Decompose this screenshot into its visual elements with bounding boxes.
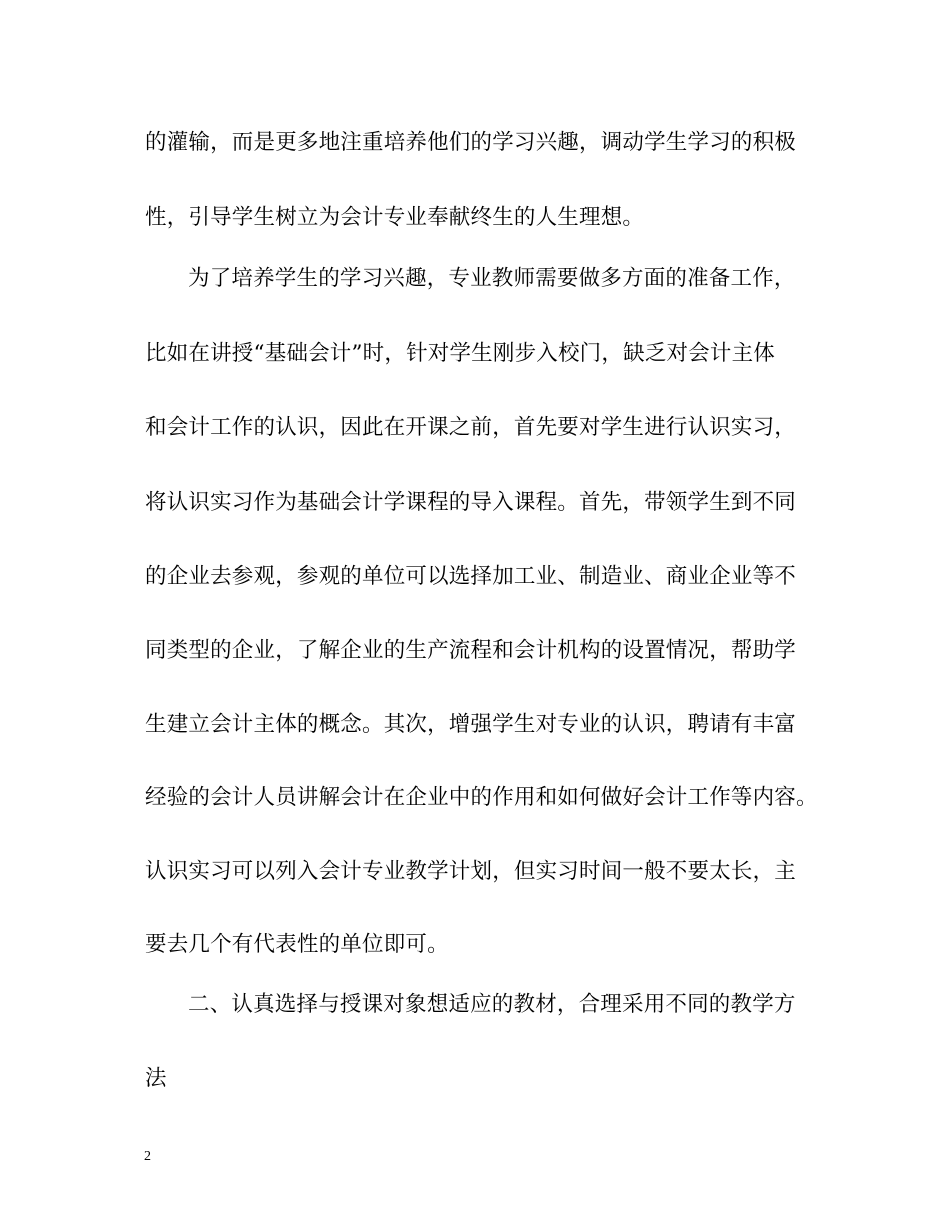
paragraph-line: 比如在讲授“基础会计”时，针对学生刚步入校门，缺乏对会计主体: [145, 341, 775, 366]
paragraph-line: 将认识实习作为基础会计学课程的导入课程。首先，带领学生到不同: [145, 490, 797, 515]
section-heading-line: 法: [145, 1066, 167, 1091]
paragraph-line: 认识实习可以列入会计专业教学计划，但实习时间一般不要太长，主: [145, 859, 797, 884]
paragraph-line: 的企业去参观，参观的单位可以选择加工业、制造业、商业企业等不: [145, 564, 797, 589]
paragraph-line: 生建立会计主体的概念。其次，增强学生对专业的认识，聘请有丰富: [145, 712, 797, 737]
paragraph-line: 经验的会计人员讲解会计在企业中的作用和如何做好会计工作等内容。: [145, 785, 818, 810]
page-number: 2: [144, 1149, 151, 1164]
paragraph-line: 和会计工作的认识，因此在开课之前，首先要对学生进行认识实习，: [145, 415, 797, 440]
paragraph-line: 为了培养学生的学习兴趣，专业教师需要做多方面的准备工作，: [188, 266, 796, 291]
section-heading-line: 二、认真选择与授课对象想适应的教材，合理采用不同的教学方: [188, 992, 796, 1017]
paragraph-line: 要去几个有代表性的单位即可。: [145, 932, 449, 957]
paragraph-line: 的灌输，而是更多地注重培养他们的学习兴趣，调动学生学习的积极: [145, 130, 797, 155]
paragraph-line: 同类型的企业，了解企业的生产流程和会计机构的设置情况，帮助学: [145, 638, 797, 663]
paragraph-line: 性，引导学生树立为会计专业奉献终生的人生理想。: [145, 205, 645, 230]
